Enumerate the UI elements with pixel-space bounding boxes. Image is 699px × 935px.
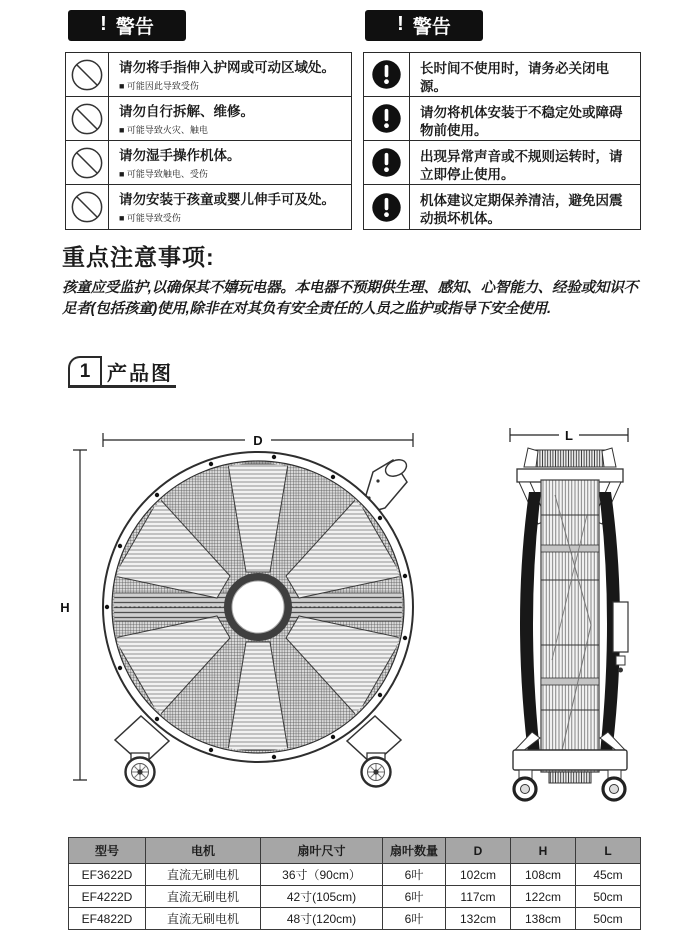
warning-note: ■ 可能导致火灾、触电	[119, 124, 208, 135]
warning-row	[364, 97, 640, 141]
exclamation-mark-icon: !	[100, 13, 107, 35]
warning-text: 请勿将机体安装于不稳定处或障碍物前使用。	[420, 105, 623, 139]
spec-cell: 50cm	[576, 886, 641, 908]
spec-header-model: 型号	[69, 838, 146, 864]
spec-header-l: L	[576, 838, 641, 864]
warning-badge-right	[365, 10, 483, 41]
warning-table-left	[65, 52, 352, 230]
spec-cell: 138cm	[511, 908, 576, 930]
spec-cell: 6叶	[383, 864, 446, 886]
dimension-l	[510, 428, 628, 443]
spec-table	[68, 837, 641, 930]
warning-text-cell	[109, 53, 351, 96]
warning-note: ■ 可能因此导致受伤	[119, 80, 199, 91]
warning-text: 出现异常声音或不规则运转时，请立即停止使用。	[420, 149, 623, 183]
section-number: 1	[79, 360, 91, 382]
warning-row	[364, 141, 640, 185]
warning-text: 请勿将手指伸入护网或可动区域处。	[119, 60, 335, 75]
prohibition-icon	[66, 141, 109, 184]
warning-text-cell	[410, 185, 640, 229]
section-title: 产品图	[107, 363, 173, 385]
spec-header-d: D	[446, 838, 511, 864]
warning-row	[364, 185, 640, 229]
warning-badge-label: 警告	[115, 17, 154, 38]
notice-body: 孩童应受监护,以确保其不嬉玩电器。本电器不预期供生理、感知、心智能力、经验或知识不足者(包括孩童)使用,除非在对其负有安全责任的人员之监护或指导下安全使用.	[62, 280, 638, 317]
exclamation-mark-icon: !	[397, 13, 404, 35]
spec-header-blade-size: 扇叶尺寸	[261, 838, 383, 864]
warning-table-right	[363, 52, 641, 230]
spec-row	[69, 864, 641, 886]
spec-cell: 42寸(105cm)	[261, 886, 383, 908]
spec-header-row	[69, 838, 641, 864]
warning-text-cell	[109, 185, 351, 229]
spec-cell: 36寸（90cm）	[261, 864, 383, 886]
spec-cell: 直流无刷电机	[146, 886, 261, 908]
exclamation-icon	[364, 141, 410, 184]
spec-cell: EF4222D	[69, 886, 146, 908]
side-base	[513, 750, 627, 770]
prohibition-icon	[66, 185, 109, 229]
side-shroud-left	[520, 492, 541, 762]
spec-cell: 直流无刷电机	[146, 908, 261, 930]
spec-cell: 50cm	[576, 908, 641, 930]
spec-cell: 6叶	[383, 908, 446, 930]
warning-text: 机体建议定期保养清洁，避免因震动损坏机体。	[420, 193, 623, 227]
spec-cell: 6叶	[383, 886, 446, 908]
prohibition-icon	[66, 53, 109, 96]
spec-row	[69, 886, 641, 908]
spec-cell: 45cm	[576, 864, 641, 886]
spec-header-h: H	[511, 838, 576, 864]
notice-heading: 重点注意事项:	[62, 244, 215, 270]
warning-text-cell	[109, 141, 351, 184]
side-caster-right	[603, 770, 625, 800]
warning-row	[66, 185, 351, 229]
spec-cell: 48寸(120cm)	[261, 908, 383, 930]
spec-header-motor: 电机	[146, 838, 261, 864]
dimension-d	[103, 433, 413, 448]
dim-label-h: H	[60, 600, 70, 615]
spec-cell: 直流无刷电机	[146, 864, 261, 886]
spec-cell: 102cm	[446, 864, 511, 886]
side-caster-left	[514, 770, 536, 800]
warning-text-cell	[109, 97, 351, 140]
warning-text: 长时间不使用时，请务必关闭电源。	[420, 61, 609, 95]
warning-badge-label: 警告	[412, 17, 451, 38]
warning-text: 请勿湿手操作机体。	[119, 148, 241, 163]
warning-text-cell	[410, 53, 640, 96]
dimension-h	[60, 450, 87, 780]
spec-header-blade-count: 扇叶数量	[383, 838, 446, 864]
exclamation-icon	[364, 97, 410, 140]
spec-cell: 132cm	[446, 908, 511, 930]
prohibition-icon	[66, 97, 109, 140]
spec-row	[69, 908, 641, 930]
dim-label-d: D	[253, 433, 263, 448]
exclamation-icon	[364, 185, 410, 229]
warning-row	[66, 141, 351, 185]
fan-front-view	[103, 452, 413, 787]
warning-row	[66, 53, 351, 97]
warning-text-cell	[410, 141, 640, 184]
exclamation-icon	[364, 53, 410, 96]
section-number-box	[68, 356, 102, 385]
spec-cell: 122cm	[511, 886, 576, 908]
warning-note: ■ 可能导致触电、受伤	[119, 168, 208, 179]
product-diagram	[55, 420, 655, 820]
warning-text: 请勿自行拆解、维修。	[119, 104, 254, 119]
section-underline	[68, 385, 176, 388]
warning-text: 请勿安装于孩童或婴儿伸手可及处。	[119, 192, 335, 207]
spec-cell: 117cm	[446, 886, 511, 908]
warning-row	[66, 97, 351, 141]
warning-note: ■ 可能导致受伤	[119, 212, 181, 223]
warning-badge-left	[68, 10, 186, 41]
spec-cell: EF4822D	[69, 908, 146, 930]
fan-side-view	[513, 448, 628, 800]
spec-cell: EF3622D	[69, 864, 146, 886]
dim-label-l: L	[565, 428, 573, 443]
warning-row	[364, 53, 640, 97]
warning-text-cell	[410, 97, 640, 140]
spec-cell: 108cm	[511, 864, 576, 886]
fan-hub	[232, 581, 284, 633]
